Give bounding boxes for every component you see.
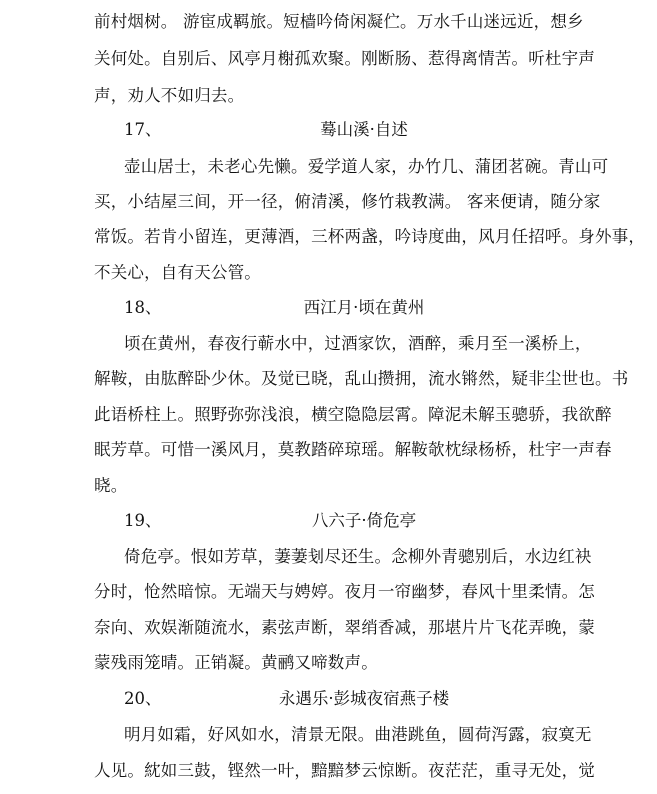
- poem-line: 关何处。自别后、风亭月榭孤欢聚。刚断肠、惹得离情苦。听杜宇声: [94, 49, 595, 68]
- poem-line: 壶山居士，未老心先懒。爱学道人家，办竹几、蒲团茗碗。青山可: [124, 157, 609, 176]
- poem-line: 明月如霜，好风如水，清景无限。曲港跳鱼，圆荷泻露，寂寞无: [124, 725, 592, 744]
- poem-line: 眠芳草。可惜一溪风月，莫教踏碎琼瑶。解鞍欹枕绿杨桥，杜宇一声春: [94, 440, 612, 459]
- poem-line: 不关心，自有天公管。: [94, 263, 261, 282]
- poem-line: 顷在黄州，春夜行蕲水中，过酒家饮，酒醉，乘月至一溪桥上，: [124, 334, 592, 353]
- poem-line: 分时，怆然暗惊。无端天与娉婷。夜月一帘幽梦，春风十里柔情。怎: [94, 582, 595, 601]
- poem-line: 前村烟树。 游宦成羁旅。短樯吟倚闲凝伫。万水千山迷远近，想乡: [94, 12, 584, 31]
- poem-title: 蓦山溪·自述: [320, 120, 408, 139]
- poem-line: 买，小结屋三间，开一径，俯清溪，修竹栽教满。 客来便请，随分家: [94, 192, 601, 211]
- poem-number: 20、: [124, 689, 162, 708]
- poem-title: 西江月·顷在黄州: [303, 298, 425, 317]
- poem-line: 常饭。若肯小留连，更薄酒，三杯两盏，吟诗度曲，风月任招呼。身外事，: [94, 227, 646, 246]
- poem-line: 声，劝人不如归去。: [94, 86, 245, 105]
- poem-number: 18、: [124, 298, 162, 317]
- poem-title: 八六子·倚危亭: [311, 511, 417, 530]
- poem-line: 蒙残雨笼晴。正销凝。黄鹂又啼数声。: [94, 653, 378, 672]
- poem-line: 奈向、欢娱渐随流水，素弦声断，翠绡香减，那堪片片飞花弄晚，蒙: [94, 618, 595, 637]
- poem-number: 19、: [124, 511, 162, 530]
- poem-title: 永遇乐·彭城夜宿燕子楼: [278, 689, 450, 708]
- poem-line: 此语桥柱上。照野弥弥浅浪，横空隐隐层霄。障泥未解玉骢骄，我欲醉: [94, 405, 612, 424]
- poem-line: 晓。: [94, 476, 128, 495]
- poem-number: 17、: [124, 120, 162, 139]
- poem-line: 人见。紞如三鼓，铿然一叶，黯黯梦云惊断。夜茫茫，重寻无处，觉: [94, 761, 595, 780]
- poem-line: 解鞍，由肱醉卧少休。及觉已晓，乱山攒拥，流水锵然，疑非尘世也。书: [94, 369, 629, 388]
- poem-line: 倚危亭。恨如芳草，萋萋刬尽还生。念柳外青骢别后，水边红袂: [124, 547, 592, 566]
